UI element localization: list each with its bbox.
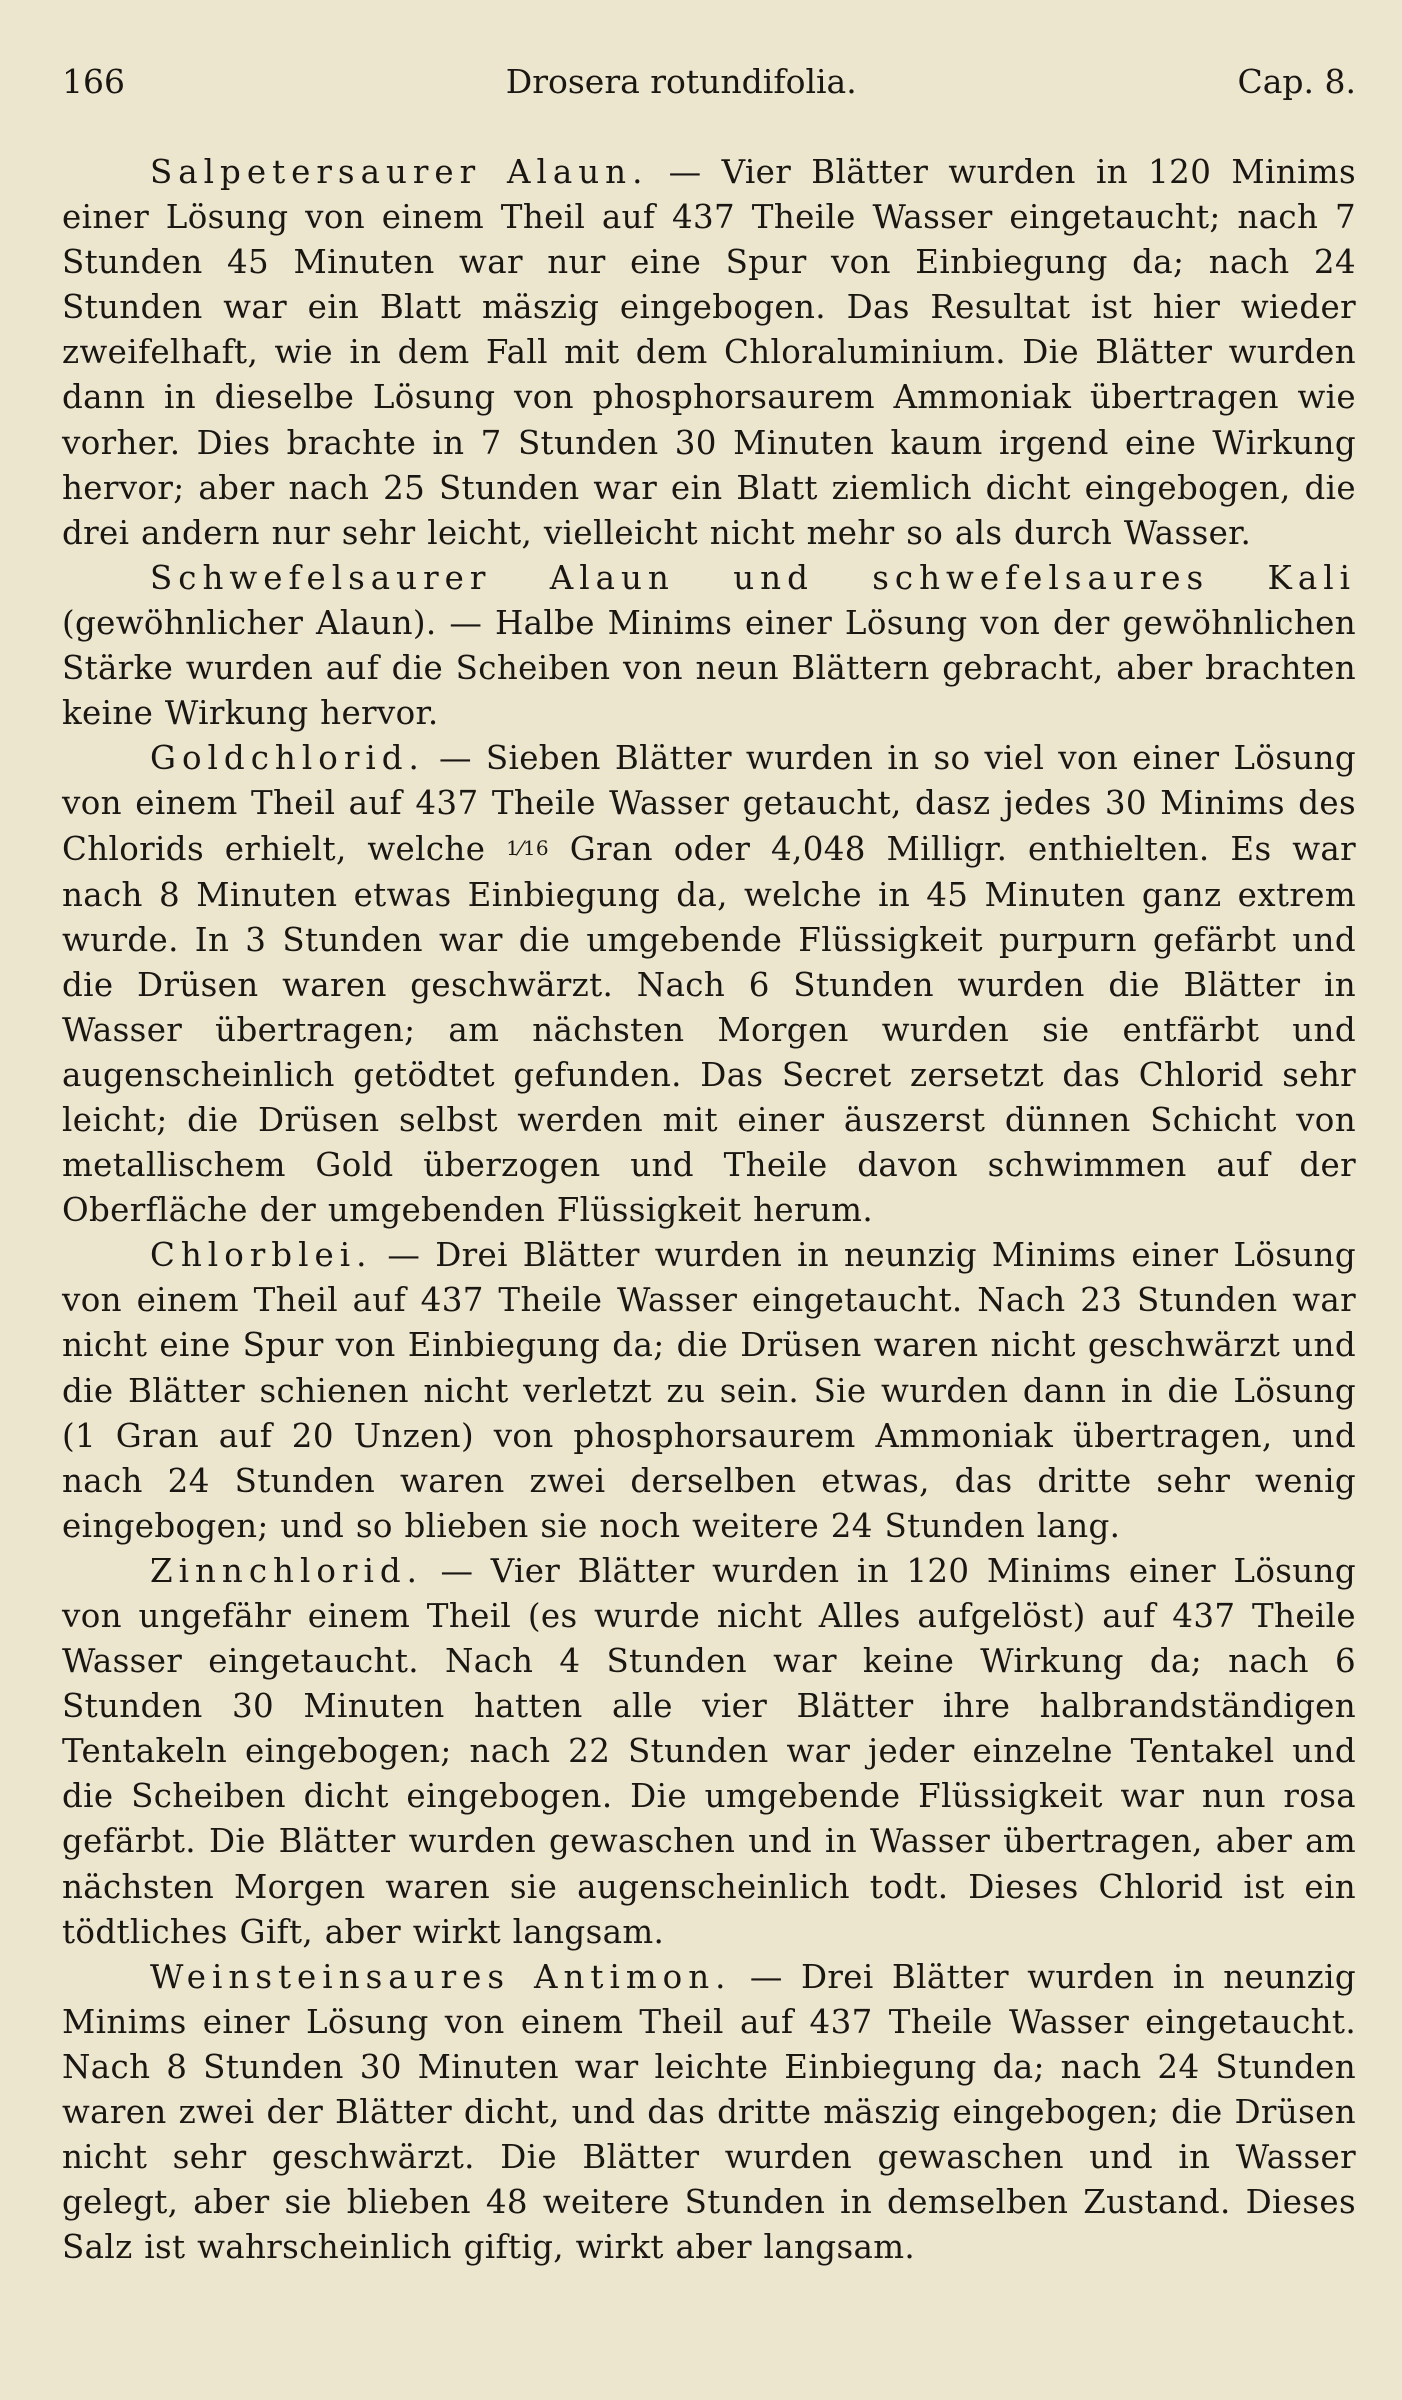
paragraph-chlorblei xyxy=(62,1233,1356,1549)
paragraph-text: (gewöhnlicher Alaun). — Halbe Minims einer Lösung von der gewöhnlichen Stärke wurden auf die Scheiben von neun Blättern gebracht, aber brachten keine Wirkung hervor. xyxy=(62,603,1356,733)
chapter-label: Cap. 8. xyxy=(1237,62,1356,101)
paragraph-text: Gran oder 4,048 Milligr. enthielten. Es war nach 8 Minuten etwas Einbiegung da, welche in 45 Minuten ganz extrem wurde. In 3 Stunden war die umgebende Flüssigkeit purpurn gefärbt und die Drüsen waren geschwärzt. Nach 6 Stunden wurden die Blätter in Wasser übertragen; am nächsten Morgen wurden sie entfärbt und augenscheinlich getödtet gefunden. Das Secret zersetzt das Chlorid sehr leicht; die Drüsen selbst werden mit einer äuszerst dünnen Schicht von metallischem Gold überzogen und Theile davon schwimmen auf der Oberfläche der umgebenden Flüssigkeit herum. xyxy=(62,830,1357,1230)
paragraph-lead: Zinnchlorid. xyxy=(150,1551,423,1590)
paragraph-lead: Chlorblei. xyxy=(150,1236,373,1275)
paragraph-text: — Drei Blätter wurden in neunzig Minims einer Lösung von einem Theil auf 437 Theile Wasser eingetaucht. Nach 23 Stunden war nicht eine Spur von Einbiegung da; die Drüsen waren nicht geschwärzt und die Blätter schienen nicht verletzt zu sein. Sie wurden dann in die Lösung (1 Gran auf 20 Unzen) von phosphorsaurem Ammoniak übertragen, und nach 24 Stunden waren zwei derselben etwas, das dritte sehr wenig eingebogen; und so blieben sie noch weitere 24 Stunden lang. xyxy=(62,1236,1356,1545)
running-title: Drosera rotundifolia. xyxy=(505,62,857,101)
paragraph-text: — Vier Blätter wurden in 120 Minims einer Lösung von ungefähr einem Theil (es wurde nicht Alles aufgelöst) auf 437 Theile Wasser eingetaucht. Nach 4 Stunden war keine Wirkung da; nach 6 Stunden 30 Minuten hatten alle vier Blätter ihre halbrandständigen Tentakeln eingebogen; nach 22 Stunden war jeder einzelne Tentakel und die Scheiben dicht eingebogen. Die umgebende Flüssigkeit war nun rosa gefärbt. Die Blätter wurden gewaschen und in Wasser übertragen, aber am nächsten Morgen waren sie augenscheinlich todt. Dieses Chlorid ist ein tödtliches Gift, aber wirkt langsam. xyxy=(62,1551,1356,1951)
paragraph-lead: Weinsteinsaures Antimon. xyxy=(150,1957,732,1996)
paragraph-weinsteinsaures-antimon xyxy=(62,1955,1356,2271)
paragraph-text: — Vier Blätter wurden in 120 Minims einer Lösung von einem Theil auf 437 Theile Wasser eingetaucht; nach 7 Stunden 45 Minuten war nur eine Spur von Einbiegung da; nach 24 Stunden war ein Blatt mäszig eingebogen. Das Resultat ist hier wieder zweifelhaft, wie in dem Fall mit dem Chloraluminium. Die Blätter wurden dann in dieselbe Lösung von phosphorsaurem Ammoniak übertragen wie vorher. Dies brachte in 7 Stunden 30 Minuten kaum irgend eine Wirkung hervor; aber nach 25 Stunden war ein Blatt ziemlich dicht eingebogen, die drei andern nur sehr leicht, vielleicht nicht mehr so als durch Wasser. xyxy=(62,153,1356,552)
fraction: 1⁄16 xyxy=(506,836,549,861)
paragraph-goldchlorid xyxy=(62,736,1356,1233)
paragraph-text: — Drei Blätter wurden in neunzig Minims einer Lösung von einem Theil auf 437 Theile Wasser eingetaucht. Nach 8 Stunden 30 Minuten war leichte Einbiegung da; nach 24 Stunden waren zwei der Blätter dicht, und das dritte mäszig eingebogen; die Drüsen nicht sehr geschwärzt. Die Blätter wurden gewaschen und in Wasser gelegt, aber sie blieben 48 weitere Stunden in demselben Zustand. Dieses Salz ist wahrscheinlich giftig, wirkt aber langsam. xyxy=(62,1957,1356,2267)
page-number: 166 xyxy=(62,62,125,101)
paragraph-lead: Schwefelsaurer Alaun und schwefelsaures Kali xyxy=(150,558,1356,597)
paragraph-zinnchlorid xyxy=(62,1549,1356,1955)
running-header xyxy=(62,58,1356,106)
paragraph-schwefelsaurer-alaun xyxy=(62,556,1356,736)
paragraph-lead: Goldchlorid. xyxy=(150,739,425,778)
body-text xyxy=(62,150,1356,2270)
paragraph-text: — Sieben Blätter wurden in so viel von einer Lösung von einem Theil auf 437 Theile Wasser getaucht, dasz jedes 30 Minims des Chlorids erhielt, welche xyxy=(62,739,1356,869)
paragraph-salpetersaurer-alaun xyxy=(62,150,1356,556)
paragraph-lead: Salpetersaurer Alaun. xyxy=(150,153,649,191)
